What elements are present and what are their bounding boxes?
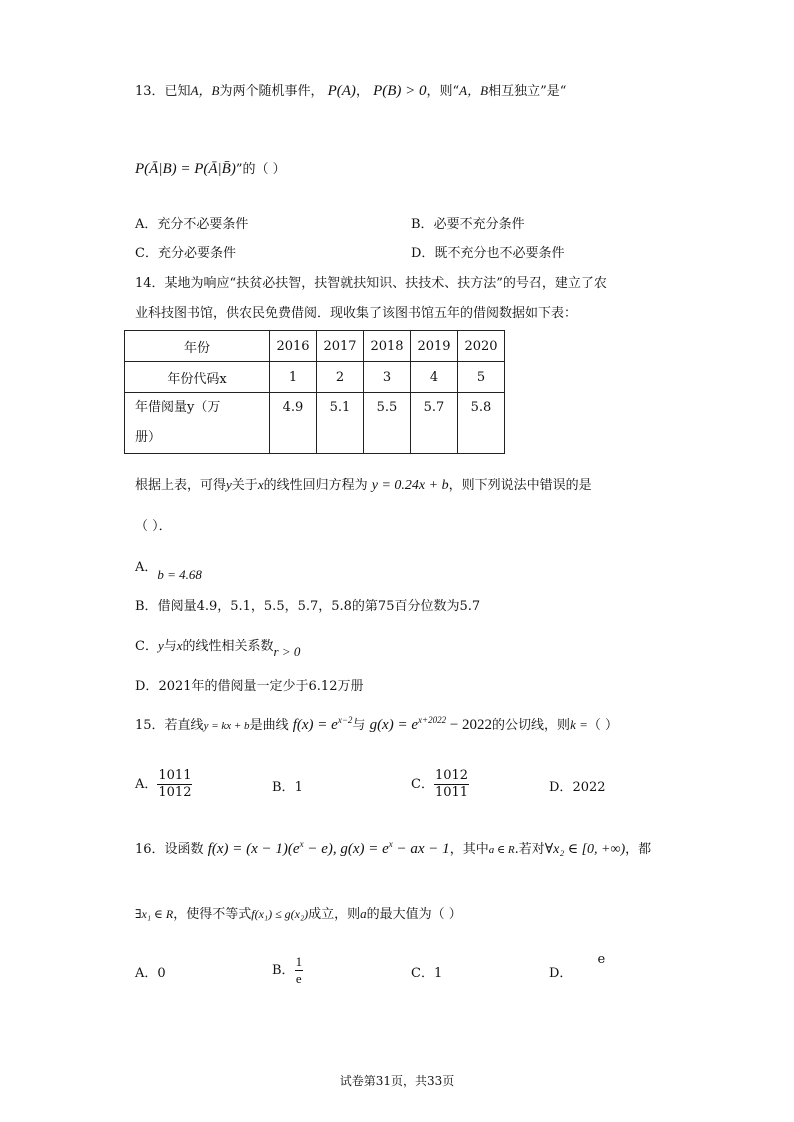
q16-option-d: D．e xyxy=(549,952,606,981)
q16-line2: ∃x₁ ∈ R，使得不等式f(x₁) ≤ g(x₂)成立，则a的最大值为（ ） xyxy=(135,906,462,922)
q13-option-b: B．必要不充分条件 xyxy=(411,217,525,232)
q16-line1: 16．设函数 $f(x) = (x - 1)(e^x - e)$, $g(x) = e^x$ − ax − 1，其中a ∈ R.若对∀x₂ ∈ [0, +∞)，都 xyxy=(135,839,652,857)
table-cell: 4 xyxy=(411,362,458,393)
table-header: 年份代码x xyxy=(125,362,270,393)
q13-number: 13． xyxy=(135,84,165,99)
fraction: $\frac{1012}{1011}$ xyxy=(434,768,469,800)
q14-line2: 业科技图书馆，供农民免费借阅．现收集了该图书馆五年的借阅数据如下表： xyxy=(135,306,578,321)
q15-option-d: D．2022 xyxy=(549,780,606,795)
q16-option-b: B． $\frac{1}{e}$ xyxy=(272,954,303,986)
q14-option-a: A．b = 4.68 xyxy=(135,560,202,582)
table-cell: 3 xyxy=(364,362,411,393)
table-cell: 2017 xyxy=(317,331,364,362)
q16-option-c: C．1 xyxy=(411,966,443,981)
table-cell: 2016 xyxy=(270,331,317,362)
table-cell: 5.7 xyxy=(411,393,458,454)
q15-option-c: C． $\frac{1012}{1011}$ xyxy=(411,768,469,800)
q13-text: ，则“ xyxy=(426,84,460,99)
q15-stem: 15．若直线y = kx + b是曲线 $f(x) = e^{x-2}$与 $g(x) = e^{x+2022} - 2022$的公切线，则k =（ ） xyxy=(135,715,618,733)
table-cell: 2 xyxy=(317,362,364,393)
q13-option-a: A．充分不必要条件 xyxy=(135,217,249,232)
table-cell: 5.5 xyxy=(364,393,411,454)
table-cell: 2018 xyxy=(364,331,411,362)
q13-cond1: P(A) xyxy=(327,83,356,99)
q13-formula: P(Ā|B) = P(Ā|B̄) xyxy=(135,161,236,177)
regression-equation: y = 0.24x + b xyxy=(371,478,449,493)
q14-option-d: D．2021年的借阅量一定少于6.12万册 xyxy=(135,679,364,694)
q14-line1: 14．某地为响应“扶贫必扶智，扶智就扶知识、扶技术、扶方法”的号召，建立了农 xyxy=(135,276,607,291)
table-row xyxy=(125,362,505,393)
q13-events: A，B xyxy=(190,83,220,98)
table-cell: 4.9 xyxy=(270,393,317,454)
q14-after-table: 根据上表，可得y关于x的线性回归方程为 y = 0.24x + b，则下列说法中错误的是 xyxy=(135,477,592,493)
table-cell: 5.1 xyxy=(317,393,364,454)
q16-number: 16． xyxy=(135,842,165,857)
q14-option-b: B．借阅量4.9，5.1，5.5，5.7，5.8的第75百分位数为5.7 xyxy=(135,599,481,614)
q13-events2: A，B xyxy=(459,83,489,98)
table-cell: 2020 xyxy=(458,331,505,362)
q13-option-c: C．充分必要条件 xyxy=(135,246,236,261)
q14-paren: （ ）． xyxy=(135,519,172,534)
table-row xyxy=(125,393,505,454)
table-cell: 5.8 xyxy=(458,393,505,454)
table-row xyxy=(125,331,505,362)
fraction: $\frac{1011}{1012}$ xyxy=(158,768,192,800)
q13-line1: 13．已知A，B为两个随机事件， P(A)， P(B) > 0，则“A，B相互独立”是“ xyxy=(135,83,567,99)
table-cell: 2019 xyxy=(411,331,458,362)
fraction: $\frac{1}{e}$ xyxy=(295,954,303,986)
q13-paren: ”的（ ） xyxy=(235,162,286,177)
q13-cond2: P(B) > 0 xyxy=(373,83,427,99)
borrowing-data-table xyxy=(124,330,505,454)
q13-text: 为两个随机事件， xyxy=(219,84,324,99)
q13-option-d: D．既不充分也不必要条件 xyxy=(411,246,565,261)
q15-option-b: B．1 xyxy=(272,780,303,795)
table-header: 年借阅量y（万 册） xyxy=(125,393,270,454)
q15-option-a: A． $\frac{1011}{1012}$ xyxy=(135,768,192,800)
q13-text: 已知 xyxy=(164,84,191,99)
table-cell: 1 xyxy=(270,362,317,393)
q15-number: 15． xyxy=(135,718,165,733)
table-cell: 5 xyxy=(458,362,505,393)
q14-option-c: C．y与x的线性相关系数r > 0 xyxy=(135,638,301,659)
table-header: 年份 xyxy=(125,331,270,362)
q16-option-a: A．0 xyxy=(135,966,166,981)
q14-number: 14． xyxy=(135,276,165,291)
page-footer: 试卷第31页，共33页 xyxy=(339,1074,455,1088)
q13-text: 相互独立”是“ xyxy=(488,84,567,99)
q13-line2 xyxy=(135,158,286,178)
